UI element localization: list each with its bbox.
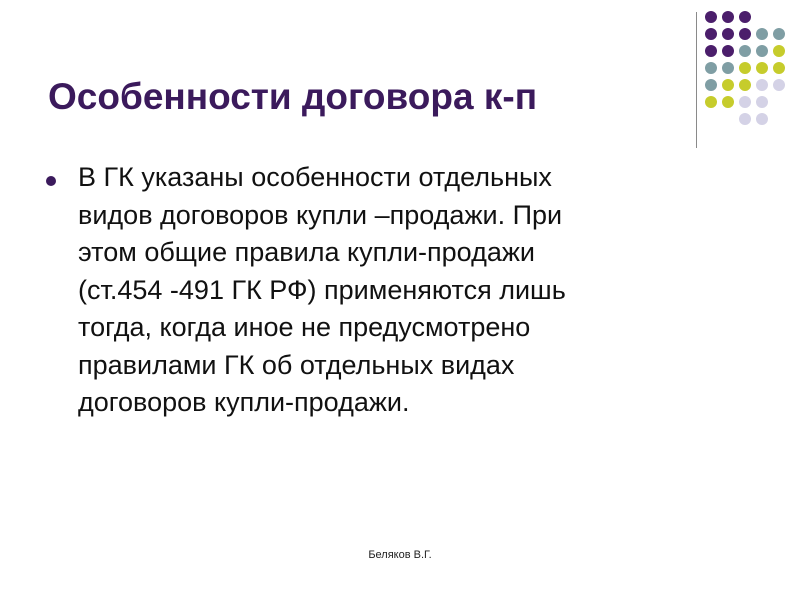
- bullet-item: [46, 159, 686, 422]
- dot-teal: [756, 28, 768, 40]
- slide-content: [46, 159, 686, 422]
- dot-lime: [739, 79, 751, 91]
- bullet-line: этом общие правила купли-продажи: [78, 237, 536, 267]
- dot-lavender: [739, 96, 751, 108]
- dot-purple: [739, 28, 751, 40]
- slide-title: Особенности договора к-п: [48, 76, 538, 117]
- bullet-line: (ст.454 -491 ГК РФ) применяются лишь: [78, 274, 566, 305]
- dot-lavender: [739, 113, 751, 125]
- dot-lime: [705, 96, 717, 108]
- dot-lime: [773, 62, 785, 74]
- dot-teal: [756, 45, 768, 57]
- dot-purple: [722, 45, 734, 57]
- dot-lime: [756, 62, 768, 74]
- dot-teal: [705, 62, 717, 74]
- bullet-icon: [46, 176, 56, 186]
- bullet-line: видов договоров купли –продажи. При: [78, 199, 563, 230]
- decorative-dot-grid: [705, 11, 785, 131]
- dot-teal: [722, 62, 734, 74]
- dot-lime: [722, 96, 734, 108]
- bullet-line: правилами ГК об отдельных видах: [78, 349, 515, 380]
- dot-purple: [722, 28, 734, 40]
- dot-purple: [705, 11, 717, 23]
- dot-lime: [739, 62, 751, 74]
- bullet-line: тогда, когда иное не предусмотрено: [78, 312, 531, 342]
- slide-footer: Беляков В.Г.: [368, 549, 432, 561]
- dot-lavender: [773, 79, 785, 91]
- bullet-line: договоров купли-продажи.: [78, 387, 410, 417]
- dot-lavender: [756, 79, 768, 91]
- dot-purple: [739, 11, 751, 23]
- dot-lime: [722, 79, 734, 91]
- bullet-line: В ГК указаны особенности отдельных: [78, 162, 552, 192]
- dot-teal: [739, 45, 751, 57]
- dot-purple: [722, 11, 734, 23]
- dot-purple: [705, 28, 717, 40]
- dot-teal: [705, 79, 717, 91]
- bullet-text: [78, 159, 686, 422]
- dot-lavender: [756, 96, 768, 108]
- dot-teal: [773, 28, 785, 40]
- dot-lavender: [756, 113, 768, 125]
- dot-purple: [705, 45, 717, 57]
- dot-lime: [773, 45, 785, 57]
- divider-line: [696, 12, 697, 148]
